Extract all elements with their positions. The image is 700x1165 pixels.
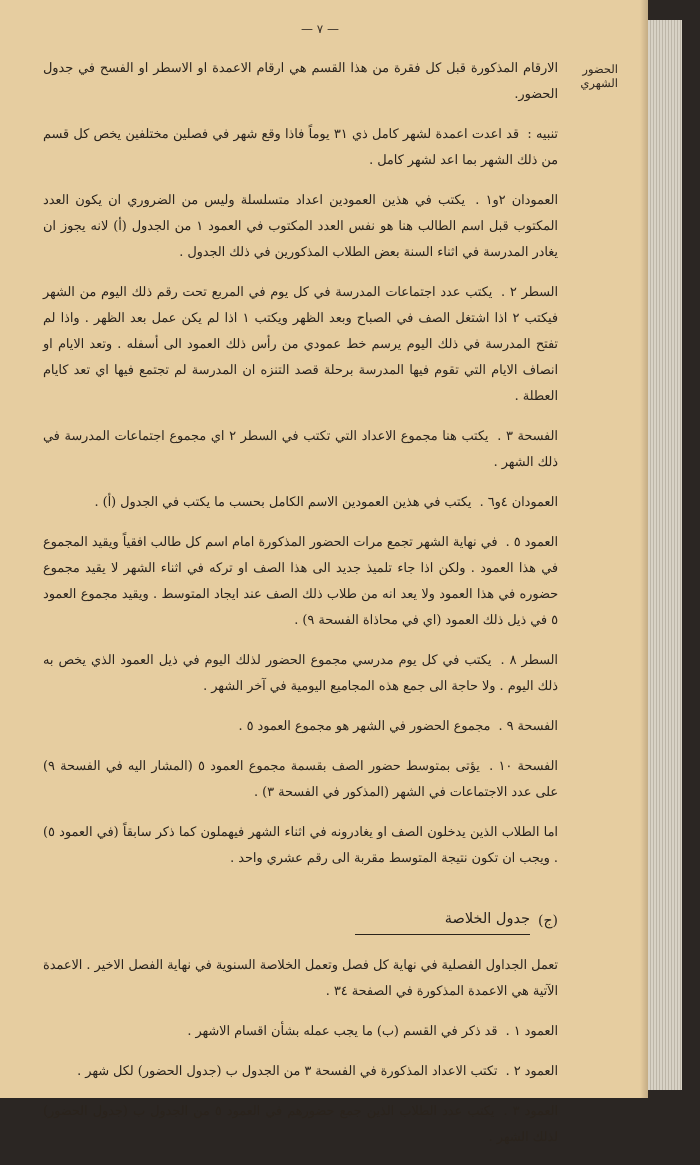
paragraph-label: العمودان ٢و١ . [475,193,558,208]
paragraph-label: السطر ٢ . [501,285,558,300]
paragraph [43,714,558,740]
paragraph [43,754,558,806]
paragraph-text: في نهاية الشهر تجمع مرات الحضور المذكورة امام اسم كل طالب افقياً ويقيد المجموع في هذا العمود . ولكن اذا جاء تلميذ جديد الى هذا الصف او تركه في اثناء الشهر لا يقيد مجموع حضوره في هذا العمود ولا يعد انه من طلاب ذلك الصف عند ايجاد المتوسط . ويقيد مجموع العمود ٥ في ذيل ذلك العمود (اي في محاذاة الفسحة ٩) . [43,535,558,628]
paragraph-label: العمودان ٤و٦ . [479,495,558,510]
body-text [43,56,558,1165]
paragraph-label: العمود ٥ . [505,535,559,550]
paragraph [43,188,558,266]
paragraph [43,648,558,700]
paragraph [43,490,558,516]
paragraph-label: الفسحة ١٠ . [489,759,558,774]
paragraph-text: يكتب في هذين العمودين الاسم الكامل بحسب ما يكتب في الجدول (أ) . [94,495,472,510]
page-number: — ٧ — [300,22,340,36]
page-edges [648,20,682,1090]
paragraph-text: يكتب في هذين العمودين اعداد متسلسلة وليس من الضروري ان يكون العدد المكتوب قبل اسم الطالب هنا هو نفس العدد المكتوب في العمود ١ من الجدول (أ) لانه يجوز ان يغادر المدرسة في اثناء السنة بعض الطلاب المذكورين في ذلك الجدول . [43,193,558,260]
paragraph-label: الفسحة ٣ . [497,429,558,444]
list-item [43,1019,558,1045]
section-mark: (ج) [538,912,558,929]
list-item [43,1099,558,1151]
section-heading [43,906,558,935]
paragraph-text: يكتب في كل يوم مدرسي مجموع الحضور لذلك اليوم في ذيل العمود الذي يخص به ذلك اليوم . ولا حاجة الى جمع هذه المجاميع اليومية في آخر الشهر . [43,653,558,694]
paragraph-label: تنبيه : [527,127,558,142]
item-label: العمود ١ . [505,1024,558,1039]
item-text: يكتب عدد الطلاب الذين جمع حضورهم في العمود ٥ من الجدول ب (جدول الحضور) لذلك الشهر . [43,1104,558,1145]
section-intro [43,953,558,1005]
paragraph-text: مجموع الحضور في الشهر هو مجموع العمود ٥ . [238,719,491,734]
paragraph-text: يؤتى بمتوسط حضور الصف بقسمة مجموع العمود ٥ (المشار اليه في الفسحة ٩) على عدد الاجتماعات في الشهر (المذكور في الفسحة ٣) . [43,759,558,800]
paragraph-text: الارقام المذكورة قبل كل فقرة من هذا القسم هي ارقام الاعمدة او الاسطر او الفسح في جدول الحضور. [43,61,558,102]
paragraph-text: يكتب هنا مجموع الاعداد التي تكتب في السطر ٢ اي مجموع اجتماعات المدرسة في ذلك الشهر . [43,429,558,470]
paragraph-text: اما الطلاب الذين يدخلون الصف او يغادرونه في اثناء الشهر فيهملون كما ذكر سابقاً (في العمود ٥) . ويجب ان تكون نتيجة المتوسط مقربة الى رقم عشري واحد . [43,825,558,866]
paragraph [43,280,558,410]
running-head: الحضور الشهري [580,62,618,90]
item-label: العمود ٢ . [505,1064,558,1079]
section-title: جدول الخلاصة [355,906,530,935]
paragraph [43,530,558,634]
paragraph-text: تعمل الجداول الفصلية في نهاية كل فصل وتعمل الخلاصة السنوية في نهاية الفصل الاخير . الاعمدة الآتية هي الاعمدة المذكورة في الصفحة ٣٤ . [43,958,558,999]
paragraph-label: الفسحة ٩ . [498,719,558,734]
paragraph-label: السطر ٨ . [500,653,558,668]
paragraph-text: يكتب عدد اجتماعات المدرسة في كل يوم في المربع تحت رقم ذلك اليوم من الشهر فيكتب ٢ اذا اشتغل الصف في الصباح وبعد الظهر ويكتب ١ اذا لم يكن عمل بعد الظهر . واذا لم تفتح المدرسة في ذلك اليوم يرسم خط عمودي من رأس ذلك العمود الى أسفله . وتعد الايام او انصاف الايام التي تقوم فيها المدرسة برحلة قصد التنزه ان المدرسة لم تجتمع فيها اي تعد كايام العطلة . [43,285,558,404]
item-text: قد ذكر في القسم (ب) ما يجب عمله بشأن اقسام الاشهر . [187,1024,498,1039]
item-label: العمود ٣ . [503,1104,558,1119]
paragraph-text: قد اعدت اعمدة لشهر كامل ذي ٣١ يوماً فاذا وقع شهر في فصلين مختلفين يخص كل قسم من ذلك الشهر بما اعد لشهر كامل . [43,127,558,168]
item-text: تكتب الاعداد المذكورة في الفسحة ٣ من الجدول ب (جدول الحضور) لكل شهر . [77,1064,498,1079]
paragraph [43,122,558,174]
list-item [43,1059,558,1085]
paragraph [43,424,558,476]
paragraph [43,820,558,872]
paragraph [43,56,558,108]
